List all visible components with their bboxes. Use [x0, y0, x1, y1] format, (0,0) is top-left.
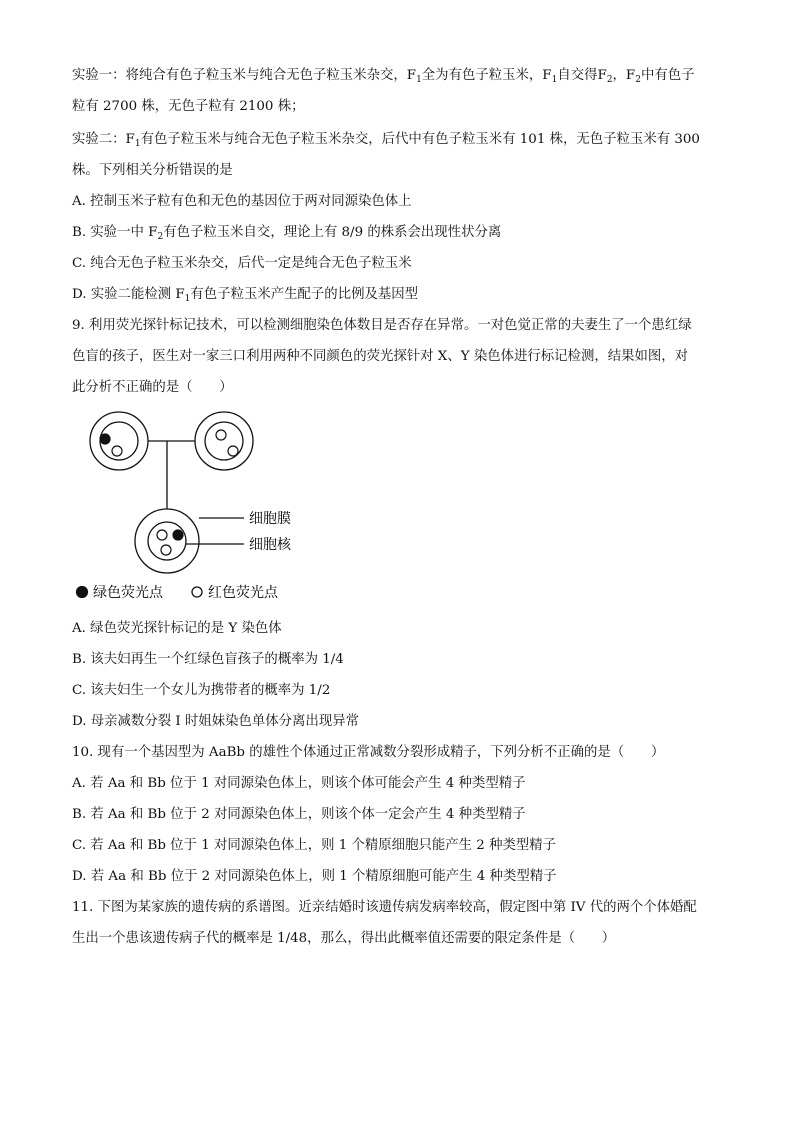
red-fluorescent-dot: [228, 446, 238, 456]
exp2-line-1: [72, 130, 700, 150]
q8-option-c: C. 纯合无色子粒玉米杂交，后代一定是纯合无色子粒玉米: [72, 256, 412, 271]
red-fluorescent-dot: [161, 545, 171, 555]
q9-stem-line-2: 色盲的孩子，医生对一家三口利用两种不同颜色的荧光探针对 X、Y 染色体进行标记检测，结果如图，对: [72, 349, 689, 364]
subscript: 2: [157, 232, 164, 242]
membrane-label: 细胞膜: [249, 511, 291, 527]
subscript: 2: [606, 75, 613, 85]
father-cell-membrane: [90, 412, 148, 470]
mother-cell: [195, 412, 253, 470]
exp1-text: 实验一：将纯合有色子粒玉米与纯合无色子粒玉米杂交，F: [72, 68, 417, 83]
exp2-text: 有色子粒玉米与纯合无色子粒玉米杂交，后代中有色子粒玉米有 101 株，无色子粒玉米有 300: [140, 132, 700, 147]
subscript: 1: [134, 139, 141, 149]
exp1-text: 自交得F: [557, 68, 607, 83]
subscript: 2: [635, 75, 641, 85]
exp1-text: 全为有色子粒玉米，F: [421, 68, 552, 83]
exp1-line-2: 粒有 2700 株，无色子粒有 2100 株；: [72, 99, 305, 114]
exp1-text: 中有色子: [640, 68, 695, 83]
exp2-line-2: 株。下列相关分析错误的是: [72, 163, 233, 178]
red-fluorescent-dot: [112, 446, 122, 456]
child-cell-membrane: [135, 509, 199, 573]
green-fluorescent-dot: [173, 530, 183, 540]
green-fluorescent-dot: [100, 434, 110, 444]
legend-red-dot-icon: [192, 587, 202, 597]
q10-option-c: C. 若 Aa 和 Bb 位于 1 对同源染色体上，则 1 个精原细胞只能产生 2 种类型精子: [72, 838, 557, 853]
q11-stem-line-2: 生出一个患该遗传病子代的概率是 1/48，那么，得出此概率值还需要的限定条件是（ ）: [72, 931, 616, 946]
subscript: 1: [551, 75, 558, 85]
q9-option-d: D. 母亲减数分裂 I 时姐妹染色单体分离出现异常: [72, 714, 359, 729]
legend-red-label: 红色荧光点: [208, 585, 278, 601]
q9-stem-line-3: 此分析不正确的是（ ）: [72, 380, 233, 395]
q9-option-a: A. 绿色荧光探针标记的是 Y 染色体: [72, 621, 282, 636]
q8-option-d: [72, 285, 418, 305]
q9-option-b: B. 该夫妇再生一个红绿色盲孩子的概率为 1/4: [72, 652, 344, 667]
legend-green-dot-icon: [77, 587, 88, 598]
q10-option-d: D. 若 Aa 和 Bb 位于 2 对同源染色体上，则 1 个精原细胞可能产生 4 种类型精子: [72, 869, 557, 884]
q10-option-a: A. 若 Aa 和 Bb 位于 1 对同源染色体上，则该个体可能会产生 4 种类型精子: [72, 776, 526, 791]
red-fluorescent-dot: [216, 430, 226, 440]
q9-option-c: C. 该夫妇生一个女儿为携带者的概率为 1/2: [72, 683, 331, 698]
nucleus-label: 细胞核: [249, 537, 291, 553]
option-text: 有色子粒玉米产生配子的比例及基因型: [190, 287, 419, 302]
option-text: 有色子粒玉米自交，理论上有 8/9 的株系会出现性状分离: [163, 225, 502, 240]
exp2-text: 实验二：F: [72, 132, 135, 147]
child-cell: [135, 509, 199, 573]
subscript: 1: [416, 75, 422, 85]
q11-stem-line-1: 11. 下图为某家族的遗传病的系谱图。近亲结婚时该遗传病发病率较高，假定图中第 IV 代的两个个体婚配: [72, 900, 697, 915]
subscript: 1: [184, 294, 191, 304]
family-cells-diagram: [72, 404, 332, 604]
option-text: B. 实验一中 F: [72, 225, 158, 240]
exp1-line-1: [72, 66, 695, 86]
karyotype-figure: [72, 404, 332, 608]
q10-stem: 10. 现有一个基因型为 AaBb 的雄性个体通过正常减数分裂形成精子，下列分析不正确的是（ ）: [72, 745, 665, 760]
q9-stem-line-1: 9. 利用荧光探针标记技术，可以检测细胞染色体数目是否存在异常。一对色觉正常的夫妻生了一个患红绿: [72, 318, 692, 333]
father-cell: [90, 412, 148, 470]
q10-option-b: B. 若 Aa 和 Bb 位于 2 对同源染色体上，则该个体一定会产生 4 种类型精子: [72, 807, 526, 822]
q8-option-a: A. 控制玉米子粒有色和无色的基因位于两对同源染色体上: [72, 194, 412, 209]
mother-cell-membrane: [195, 412, 253, 470]
red-fluorescent-dot: [157, 530, 167, 540]
exp1-text: ，F: [612, 68, 636, 83]
legend-green-label: 绿色荧光点: [93, 585, 163, 601]
option-text: D. 实验二能检测 F: [72, 287, 185, 302]
q8-option-b: [72, 223, 501, 243]
